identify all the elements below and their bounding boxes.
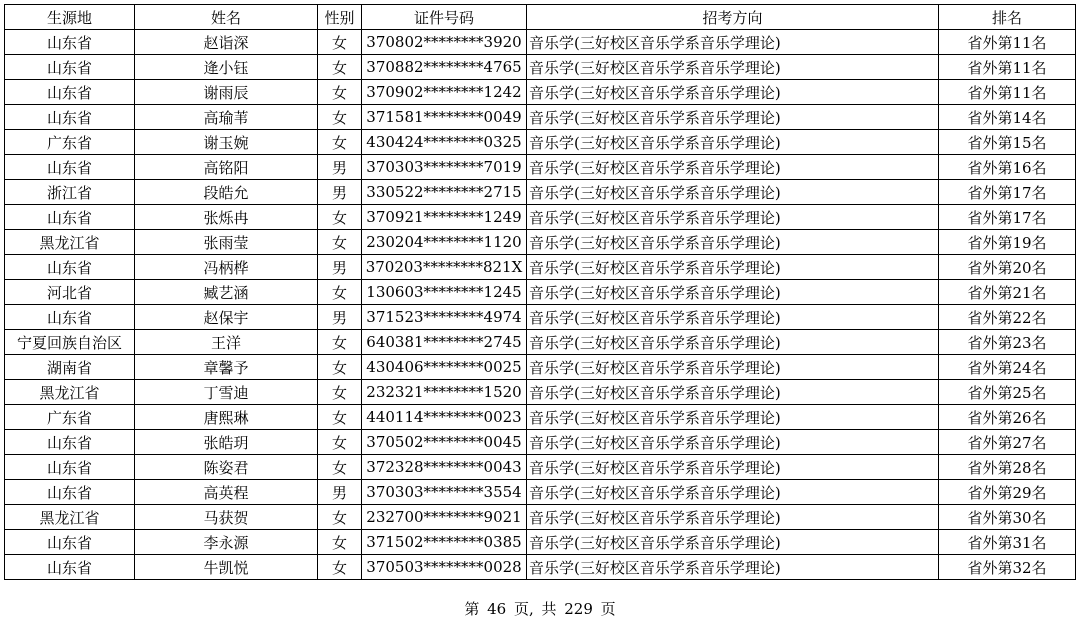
origin-cell: 宁夏回族自治区 (5, 330, 135, 355)
direction-cell: 音乐学(三好校区音乐学系音乐学理论) (527, 155, 939, 180)
name-cell: 章馨予 (135, 355, 318, 380)
origin-cell: 湖南省 (5, 355, 135, 380)
origin-cell: 黑龙江省 (5, 230, 135, 255)
name-cell: 陈姿君 (135, 455, 318, 480)
id-number-cell: 370502********0045 (362, 430, 527, 455)
name-cell: 谢玉婉 (135, 130, 318, 155)
gender-cell: 女 (318, 505, 362, 530)
gender-cell: 男 (318, 255, 362, 280)
header-direction: 招考方向 (527, 5, 939, 30)
name-cell: 张烁冉 (135, 205, 318, 230)
name-cell: 赵诣深 (135, 30, 318, 55)
gender-cell: 女 (318, 355, 362, 380)
rank-cell: 省外第30名 (939, 505, 1076, 530)
gender-cell: 男 (318, 155, 362, 180)
name-cell: 王洋 (135, 330, 318, 355)
name-cell: 牛凯悦 (135, 555, 318, 580)
rank-cell: 省外第21名 (939, 280, 1076, 305)
rank-cell: 省外第14名 (939, 105, 1076, 130)
id-number-cell: 370882********4765 (362, 55, 527, 80)
direction-cell: 音乐学(三好校区音乐学系音乐学理论) (527, 505, 939, 530)
origin-cell: 山东省 (5, 55, 135, 80)
name-cell: 张雨莹 (135, 230, 318, 255)
direction-cell: 音乐学(三好校区音乐学系音乐学理论) (527, 330, 939, 355)
table-row (5, 30, 1076, 55)
rank-cell: 省外第15名 (939, 130, 1076, 155)
table-row (5, 255, 1076, 280)
direction-cell: 音乐学(三好校区音乐学系音乐学理论) (527, 430, 939, 455)
gender-cell: 男 (318, 180, 362, 205)
table-row (5, 305, 1076, 330)
table-row (5, 130, 1076, 155)
name-cell: 谢雨辰 (135, 80, 318, 105)
direction-cell: 音乐学(三好校区音乐学系音乐学理论) (527, 55, 939, 80)
table-row (5, 155, 1076, 180)
table-row (5, 430, 1076, 455)
table-row (5, 405, 1076, 430)
rank-cell: 省外第25名 (939, 380, 1076, 405)
direction-cell: 音乐学(三好校区音乐学系音乐学理论) (527, 355, 939, 380)
name-cell: 高英程 (135, 480, 318, 505)
rank-cell: 省外第26名 (939, 405, 1076, 430)
name-cell: 冯柄桦 (135, 255, 318, 280)
rank-cell: 省外第19名 (939, 230, 1076, 255)
header-name: 姓名 (135, 5, 318, 30)
table-row (5, 505, 1076, 530)
name-cell: 赵保宇 (135, 305, 318, 330)
table-row (5, 555, 1076, 580)
origin-cell: 山东省 (5, 105, 135, 130)
id-number-cell: 372328********0043 (362, 455, 527, 480)
gender-cell: 女 (318, 330, 362, 355)
direction-cell: 音乐学(三好校区音乐学系音乐学理论) (527, 30, 939, 55)
table-row (5, 480, 1076, 505)
direction-cell: 音乐学(三好校区音乐学系音乐学理论) (527, 105, 939, 130)
table-row (5, 180, 1076, 205)
table-row (5, 280, 1076, 305)
gender-cell: 女 (318, 30, 362, 55)
rank-cell: 省外第17名 (939, 180, 1076, 205)
origin-cell: 河北省 (5, 280, 135, 305)
id-number-cell: 130603********1245 (362, 280, 527, 305)
direction-cell: 音乐学(三好校区音乐学系音乐学理论) (527, 280, 939, 305)
table-row (5, 530, 1076, 555)
rank-cell: 省外第17名 (939, 205, 1076, 230)
id-number-cell: 370921********1249 (362, 205, 527, 230)
origin-cell: 山东省 (5, 530, 135, 555)
direction-cell: 音乐学(三好校区音乐学系音乐学理论) (527, 180, 939, 205)
id-number-cell: 430406********0025 (362, 355, 527, 380)
gender-cell: 女 (318, 405, 362, 430)
header-id-number: 证件号码 (362, 5, 527, 30)
gender-cell: 女 (318, 380, 362, 405)
id-number-cell: 370203********821X (362, 255, 527, 280)
id-number-cell: 371523********4974 (362, 305, 527, 330)
gender-cell: 女 (318, 230, 362, 255)
origin-cell: 山东省 (5, 80, 135, 105)
rank-cell: 省外第27名 (939, 430, 1076, 455)
gender-cell: 女 (318, 105, 362, 130)
rank-cell: 省外第11名 (939, 80, 1076, 105)
gender-cell: 女 (318, 205, 362, 230)
origin-cell: 山东省 (5, 555, 135, 580)
origin-cell: 广东省 (5, 130, 135, 155)
gender-cell: 男 (318, 305, 362, 330)
id-number-cell: 232321********1520 (362, 380, 527, 405)
table-row (5, 105, 1076, 130)
gender-cell: 女 (318, 80, 362, 105)
origin-cell: 浙江省 (5, 180, 135, 205)
table-row (5, 380, 1076, 405)
name-cell: 马获贺 (135, 505, 318, 530)
gender-cell: 男 (318, 480, 362, 505)
table-body (5, 30, 1076, 580)
id-number-cell: 440114********0023 (362, 405, 527, 430)
origin-cell: 黑龙江省 (5, 380, 135, 405)
direction-cell: 音乐学(三好校区音乐学系音乐学理论) (527, 405, 939, 430)
id-number-cell: 430424********0325 (362, 130, 527, 155)
id-number-cell: 370303********3554 (362, 480, 527, 505)
rank-cell: 省外第29名 (939, 480, 1076, 505)
rank-cell: 省外第23名 (939, 330, 1076, 355)
gender-cell: 女 (318, 555, 362, 580)
id-number-cell: 330522********2715 (362, 180, 527, 205)
table-row (5, 230, 1076, 255)
direction-cell: 音乐学(三好校区音乐学系音乐学理论) (527, 305, 939, 330)
header-gender: 性别 (318, 5, 362, 30)
name-cell: 高铭阳 (135, 155, 318, 180)
rank-cell: 省外第28名 (939, 455, 1076, 480)
id-number-cell: 370902********1242 (362, 80, 527, 105)
id-number-cell: 370802********3920 (362, 30, 527, 55)
header-rank: 排名 (939, 5, 1076, 30)
rank-cell: 省外第11名 (939, 30, 1076, 55)
name-cell: 李永源 (135, 530, 318, 555)
direction-cell: 音乐学(三好校区音乐学系音乐学理论) (527, 380, 939, 405)
rank-cell: 省外第31名 (939, 530, 1076, 555)
name-cell: 唐熙琳 (135, 405, 318, 430)
origin-cell: 山东省 (5, 455, 135, 480)
direction-cell: 音乐学(三好校区音乐学系音乐学理论) (527, 80, 939, 105)
rank-cell: 省外第24名 (939, 355, 1076, 380)
origin-cell: 山东省 (5, 255, 135, 280)
id-number-cell: 371502********0385 (362, 530, 527, 555)
direction-cell: 音乐学(三好校区音乐学系音乐学理论) (527, 130, 939, 155)
table-row (5, 355, 1076, 380)
name-cell: 臧艺涵 (135, 280, 318, 305)
table-header-row (5, 5, 1076, 30)
rank-cell: 省外第11名 (939, 55, 1076, 80)
gender-cell: 女 (318, 280, 362, 305)
gender-cell: 女 (318, 430, 362, 455)
name-cell: 段皓允 (135, 180, 318, 205)
origin-cell: 山东省 (5, 430, 135, 455)
table-row (5, 205, 1076, 230)
table-row (5, 55, 1076, 80)
header-origin: 生源地 (5, 5, 135, 30)
name-cell: 高瑜苇 (135, 105, 318, 130)
gender-cell: 女 (318, 455, 362, 480)
origin-cell: 山东省 (5, 480, 135, 505)
gender-cell: 女 (318, 130, 362, 155)
name-cell: 丁雪迪 (135, 380, 318, 405)
id-number-cell: 640381********2745 (362, 330, 527, 355)
id-number-cell: 232700********9021 (362, 505, 527, 530)
origin-cell: 黑龙江省 (5, 505, 135, 530)
page-number: 第 46 页, 共 229 页 (464, 600, 616, 618)
table-row (5, 80, 1076, 105)
direction-cell: 音乐学(三好校区音乐学系音乐学理论) (527, 530, 939, 555)
direction-cell: 音乐学(三好校区音乐学系音乐学理论) (527, 205, 939, 230)
name-cell: 逄小钰 (135, 55, 318, 80)
direction-cell: 音乐学(三好校区音乐学系音乐学理论) (527, 555, 939, 580)
id-number-cell: 370303********7019 (362, 155, 527, 180)
origin-cell: 山东省 (5, 155, 135, 180)
direction-cell: 音乐学(三好校区音乐学系音乐学理论) (527, 455, 939, 480)
direction-cell: 音乐学(三好校区音乐学系音乐学理论) (527, 230, 939, 255)
gender-cell: 女 (318, 530, 362, 555)
table-row (5, 330, 1076, 355)
rank-cell: 省外第32名 (939, 555, 1076, 580)
direction-cell: 音乐学(三好校区音乐学系音乐学理论) (527, 255, 939, 280)
table-row (5, 455, 1076, 480)
admissions-table (4, 4, 1076, 580)
origin-cell: 广东省 (5, 405, 135, 430)
rank-cell: 省外第22名 (939, 305, 1076, 330)
gender-cell: 女 (318, 55, 362, 80)
id-number-cell: 370503********0028 (362, 555, 527, 580)
id-number-cell: 230204********1120 (362, 230, 527, 255)
origin-cell: 山东省 (5, 205, 135, 230)
rank-cell: 省外第20名 (939, 255, 1076, 280)
name-cell: 张皓玥 (135, 430, 318, 455)
direction-cell: 音乐学(三好校区音乐学系音乐学理论) (527, 480, 939, 505)
origin-cell: 山东省 (5, 30, 135, 55)
rank-cell: 省外第16名 (939, 155, 1076, 180)
id-number-cell: 371581********0049 (362, 105, 527, 130)
origin-cell: 山东省 (5, 305, 135, 330)
